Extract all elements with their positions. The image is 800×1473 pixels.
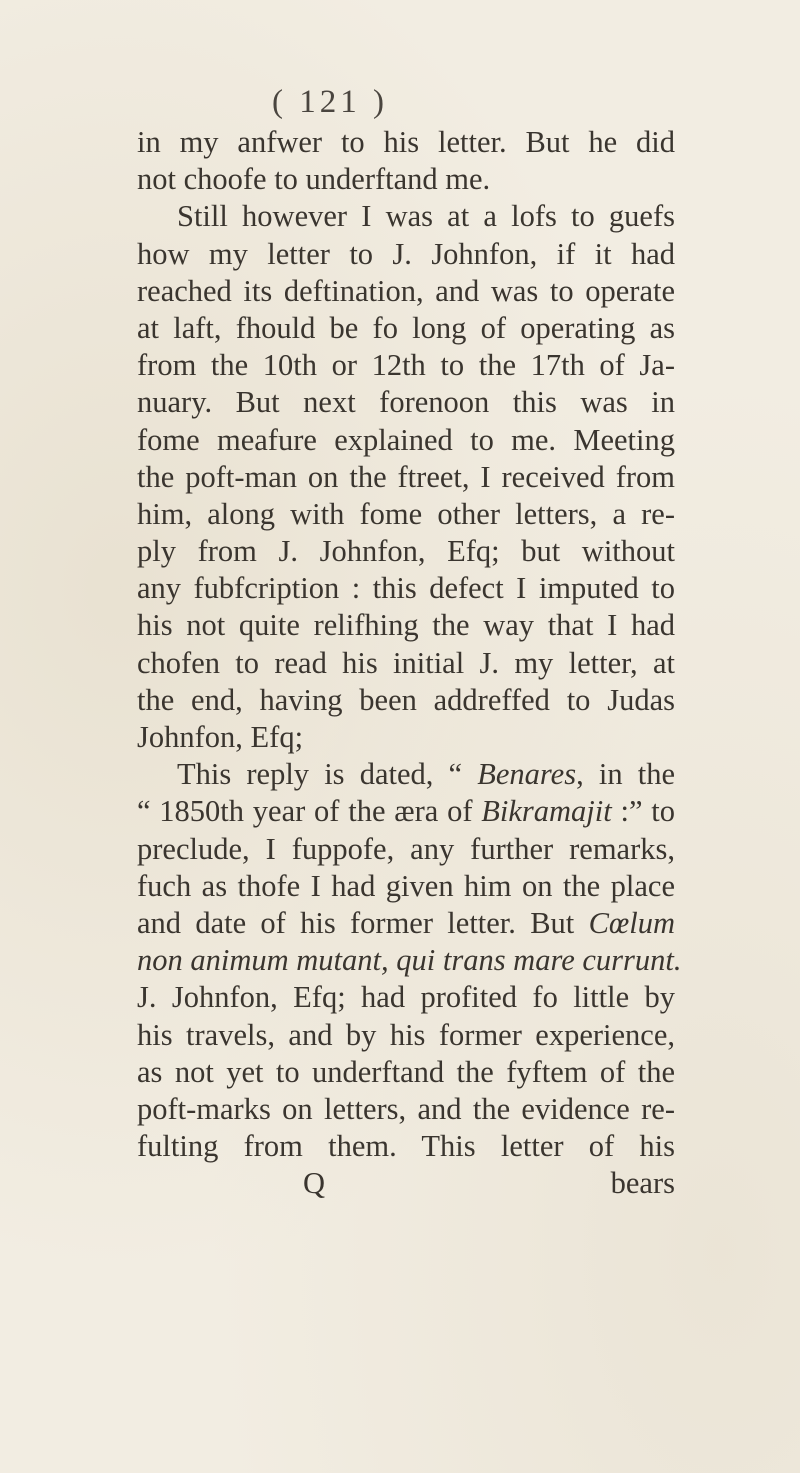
- text-line: Still however I was at a lofs to guefs: [177, 199, 675, 234]
- text-line: the poft-man on the ftreet, I received from: [137, 459, 675, 494]
- text-line: at laft, fhould be fo long of operating as: [137, 310, 675, 345]
- text-line: as not yet to underftand the fyftem of the: [137, 1054, 675, 1089]
- text-line: his travels, and by his former experience,: [137, 1017, 675, 1052]
- text-fragment: “ 1850th year of the æra of: [137, 794, 482, 829]
- signature-mark: Q: [303, 1166, 326, 1201]
- text-line: nuary. But next forenoon this was in: [137, 385, 675, 420]
- text-line: J. Johnfon, Efq; had profited fo little by: [137, 980, 675, 1015]
- latin-quotation: non animum mutant, qui trans mare currunt.: [137, 943, 682, 978]
- text-line: not choofe to underftand me.: [137, 162, 491, 197]
- text-line-with-quote: [137, 905, 675, 942]
- text-line: fulting from them. This letter of his: [137, 1129, 675, 1164]
- text-line: ply from J. Johnfon, Efq; but without: [137, 534, 675, 569]
- text-line: chofen to read his initial J. my letter, at: [137, 645, 675, 680]
- text-fragment: , in the: [576, 757, 675, 792]
- text-line: Johnfon, Efq;: [137, 720, 304, 754]
- text-line: him, along with fome other letters, a re-: [137, 496, 675, 531]
- page-number-header: ( 121 ): [272, 84, 388, 120]
- text-line: preclude, I fuppofe, any further remarks,: [137, 831, 675, 866]
- text-fragment: This reply is dated, “: [177, 757, 478, 792]
- text-fragment: :” to: [611, 794, 675, 829]
- text-line: any fubfcription : this defect I imputed to: [137, 571, 675, 606]
- text-line-dated: [137, 756, 675, 793]
- era-name-italic: Bikramajit: [481, 794, 612, 829]
- latin-italic: Cœlum: [588, 905, 675, 940]
- text-line-era: [137, 793, 675, 830]
- catchword: bears: [610, 1166, 675, 1201]
- text-line: reached its deftination, and was to operate: [137, 273, 675, 308]
- text-fragment: and date of his former letter. But: [137, 905, 575, 940]
- place-name-italic: Benares: [477, 757, 577, 792]
- text-line: how my letter to J. Johnfon, if it had: [137, 236, 675, 271]
- text-line: his not quite relifhing the way that I had: [137, 608, 675, 643]
- footer-line: [137, 1165, 675, 1202]
- body-text: [137, 124, 682, 1202]
- text-line: in my anfwer to his letter. But he did: [137, 125, 675, 159]
- text-line: fome meafure explained to me. Meeting: [137, 422, 675, 457]
- text-line: from the 10th or 12th to the 17th of Ja-: [137, 348, 675, 383]
- text-line: fuch as thofe I had given him on the place: [137, 868, 675, 903]
- text-line: poft-marks on letters, and the evidence re-: [137, 1091, 675, 1126]
- text-line: the end, having been addreffed to Judas: [137, 682, 675, 717]
